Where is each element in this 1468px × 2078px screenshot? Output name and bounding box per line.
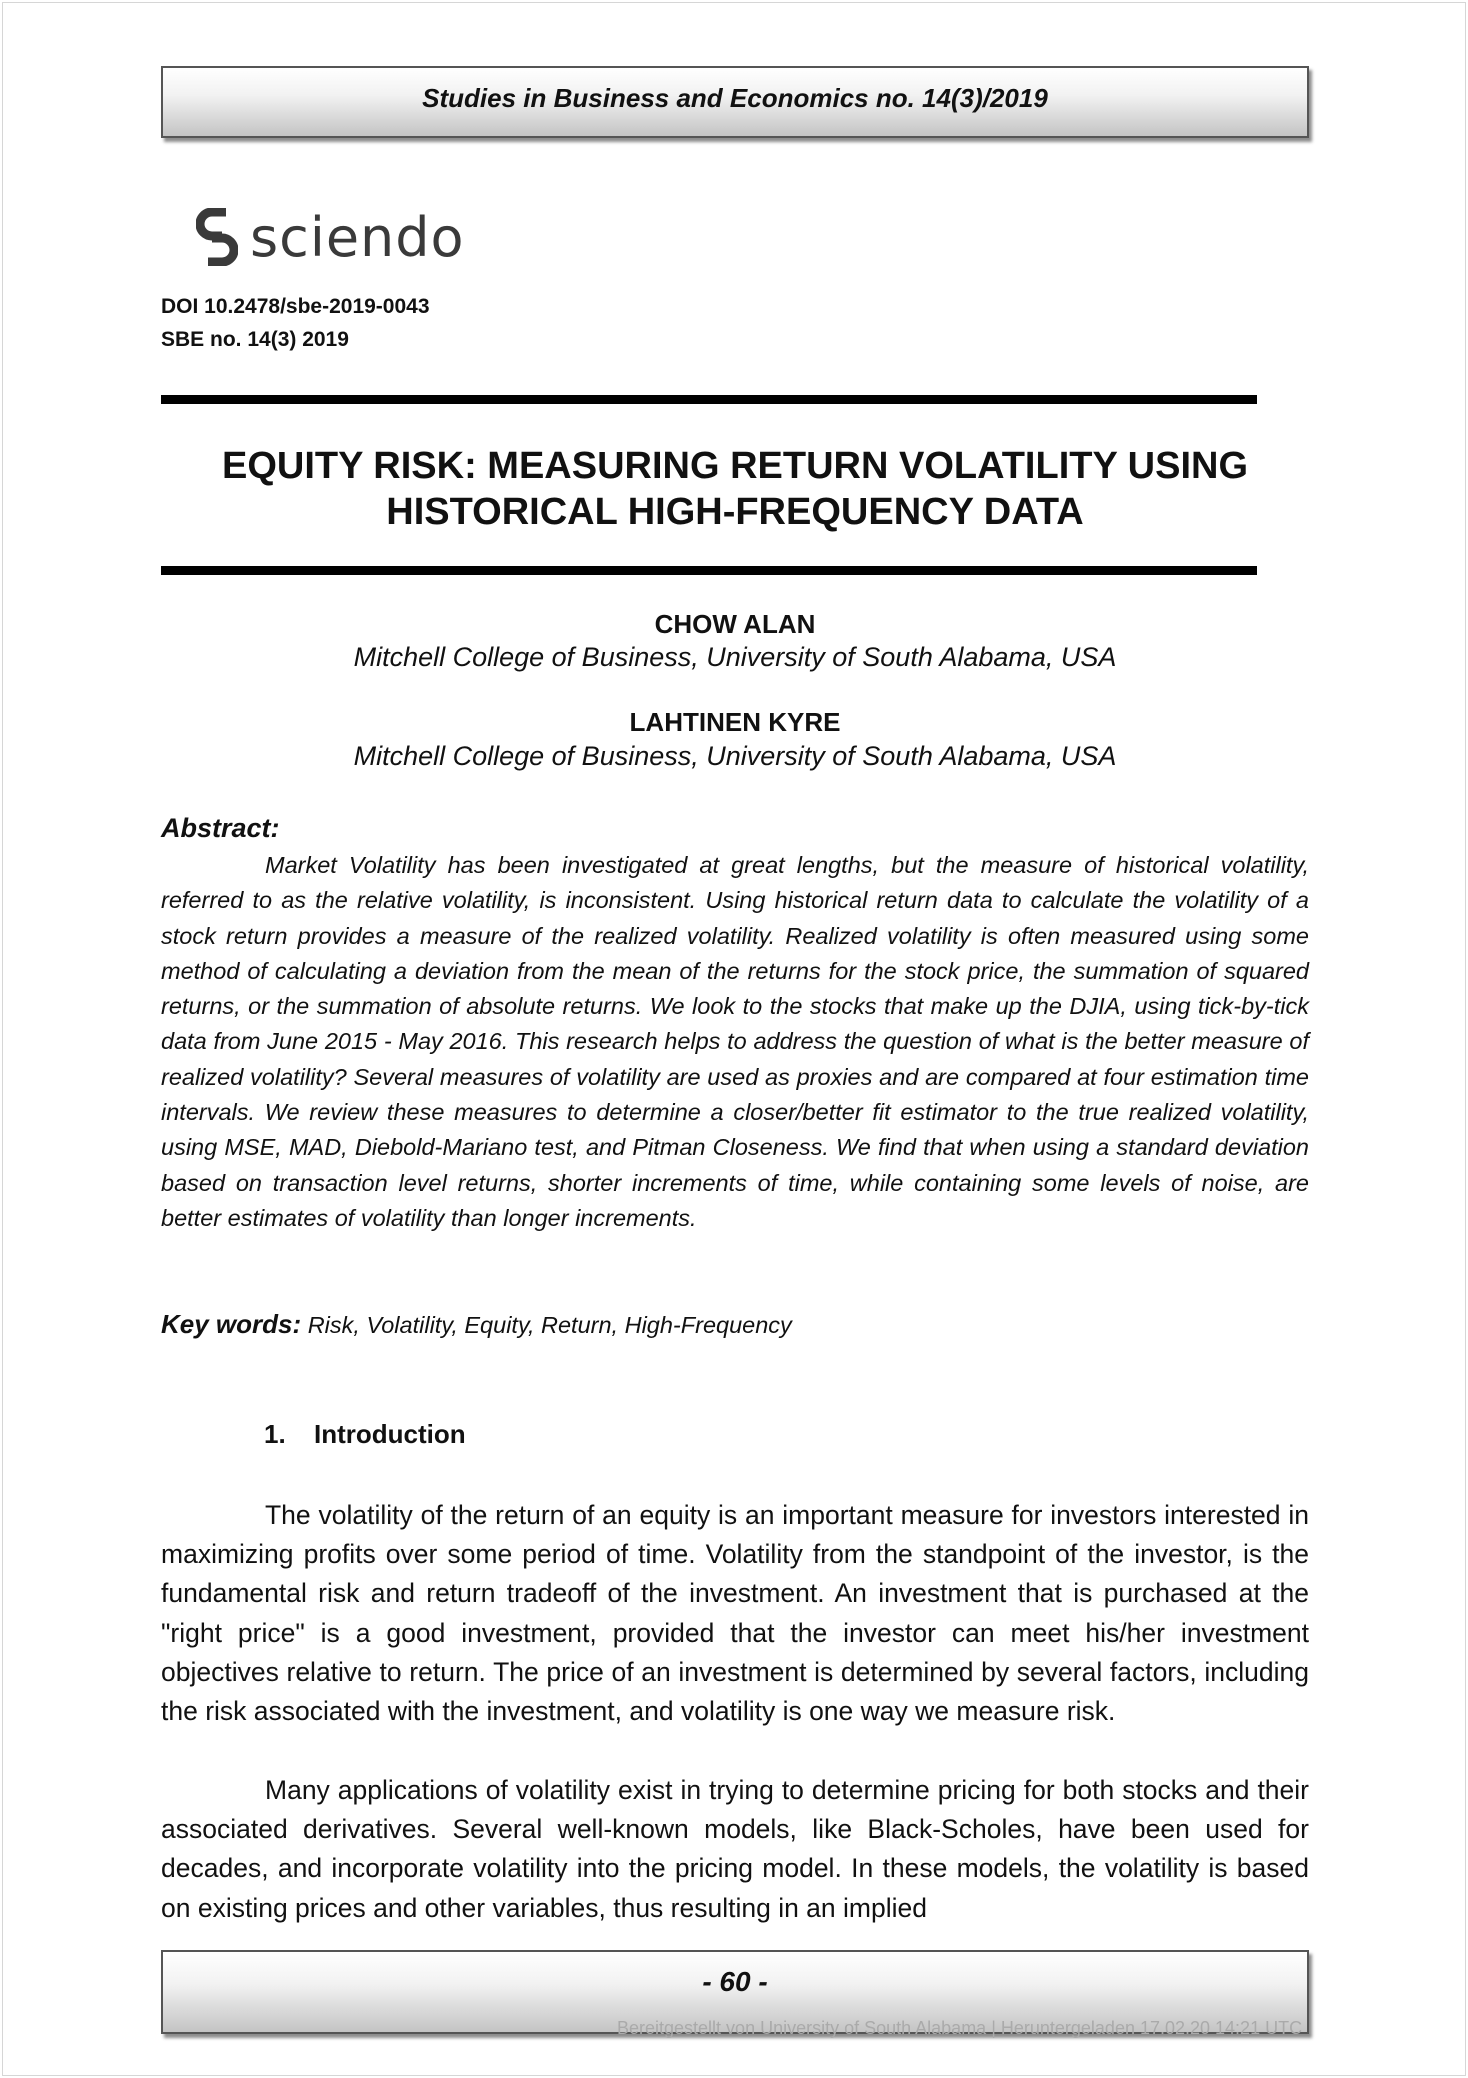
sciendo-logo (196, 202, 465, 272)
author-affiliation: Mitchell College of Business, University of South Alabama, USA (353, 741, 1117, 771)
title-line-1: EQUITY RISK: MEASURING RETURN VOLATILITY USING (221, 445, 1249, 487)
issue-info: SBE no. 14(3) 2019 (161, 328, 349, 351)
journal-header-banner (161, 66, 1309, 138)
page-number: - 60 - (702, 1966, 768, 1997)
keywords (161, 1309, 792, 1340)
keywords-label: Key words: (161, 1309, 302, 1339)
sciendo-logo-icon (196, 208, 238, 266)
download-stamp: Bereitgestellt von University of South Alabama | Heruntergeladen 17.02.20 14:21 UTC (617, 2018, 1303, 2038)
author-name: LAHTINEN KYRE (629, 707, 841, 737)
title-line-2: HISTORICAL HIGH-FREQUENCY DATA (386, 491, 1084, 533)
title-rule-bottom (161, 566, 1257, 575)
keywords-list: Risk, Volatility, Equity, Return, High-Frequency (307, 1312, 792, 1338)
article-title (161, 443, 1309, 535)
logo-text: sciendo (250, 205, 465, 269)
author-affiliation: Mitchell College of Business, University of South Alabama, USA (353, 642, 1117, 672)
abstract-text: Market Volatility has been investigated at great lengths, but the measure of historical volatility, referred to as the relative volatility, is inconsistent. Using historical return data to calculate the volatility of a stock return provides a measure of the realized volatility. Realized volatility is often measured using some method of calculating a deviation from the mean of the returns for the stock price, the summation of squared returns, or the summation of absolute returns. We look to the stocks that make up the DJIA, using tick-by-tick data from June 2015 - May 2016. This research helps to address the question of what is the better measure of realized volatility? Several measures of volatility are used as proxies and are compared at four estimation time intervals. We review these measures to determine a closer/better fit estimator to the true realized volatility, using MSE, MAD, Diebold-Mariano test, and Pitman Closeness. We find that when using a standard deviation based on transaction level returns, shorter increments of time, while containing some levels of noise, are better estimates of volatility than longer increments. (161, 852, 1309, 1231)
journal-title: Studies in Business and Economics no. 14(3)/2019 (422, 83, 1048, 113)
abstract-heading: Abstract: (161, 813, 280, 843)
body-paragraph: Many applications of volatility exist in trying to determine pricing for both stocks and their associated derivatives. Several well-known models, like Black-Scholes, have been used for decades, and incorporate volatility into the pricing model. In these models, the volatility is based on existing prices and other variables, thus resulting in an implied (161, 1775, 1309, 1923)
doi: DOI 10.2478/sbe-2019-0043 (161, 295, 430, 318)
title-rule-top (161, 395, 1257, 404)
body-paragraph: The volatility of the return of an equity is an important measure for investors interested in maximizing profits over some period of time. Volatility from the standpoint of the investor, is the fundamental risk and return tradeoff of the investment. An investment that is purchased at the "right price" is a good investment, provided that the investor can meet his/her investment objectives relative to return. The price of an investment is determined by several factors, including the risk associated with the investment, and volatility is one way we measure risk. (161, 1500, 1309, 1727)
author-name: CHOW ALAN (654, 609, 816, 639)
section-number: 1. (264, 1419, 286, 1449)
section-title: Introduction (314, 1419, 466, 1449)
section-heading (264, 1419, 466, 1450)
